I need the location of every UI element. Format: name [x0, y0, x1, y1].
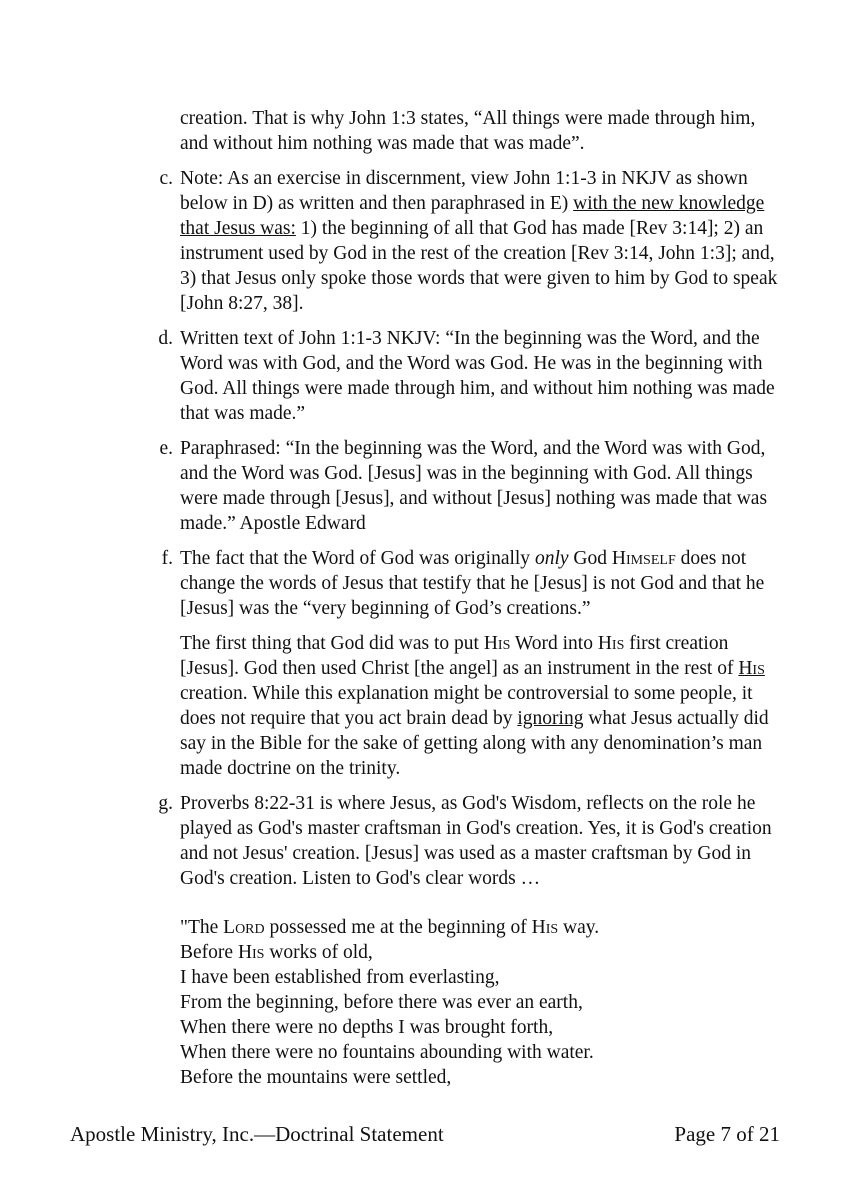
list-item-e — [159, 436, 787, 536]
list-letter-d: d. — [158, 328, 173, 349]
verse-line-2 — [180, 940, 787, 965]
verse-line-2-a: Before — [180, 942, 238, 963]
continuation-text: creation. That is why John 1:3 states, “All things were made through him, and without him nothing was made that was made”. — [180, 108, 756, 154]
item-g-text: Proverbs 8:22-31 is where Jesus, as God's Wisdom, reflects on the role he played as God's master craftsman in God's creation. Yes, it is God's creation and not Jesus' creation. [Jesus] was used as a master craftsman by God in God's creation. Listen to God's clear words … — [180, 793, 772, 889]
verse-line-1-c: way. — [558, 917, 600, 938]
list-item-d — [158, 326, 787, 426]
item-f-himself: Himself — [611, 548, 676, 569]
item-f-text-1: The fact that the Word of God was originally — [180, 548, 535, 569]
item-d-text: Written text of John 1:1-3 NKJV: “In the beginning was the Word, and the Word was with God, and the Word was God. He was in the beginning with God. All things were made through him, and without him nothing was made that was made.” — [180, 328, 775, 424]
item-e-text: Paraphrased: “In the beginning was the Word, and the Word was with God, and the Word was God. [Jesus] was in the beginning with God. All things were made through [Jesus], and without [Jesus] nothing was made that was made.” Apostle Edward — [180, 438, 768, 534]
list-item-g — [158, 791, 787, 891]
f-para-his-2: His — [597, 633, 625, 654]
f-para-text-1: The first thing that God did was to put — [180, 633, 484, 654]
list-letter-e: e. — [159, 438, 173, 459]
page-content — [147, 106, 787, 1090]
list-item-c — [159, 166, 787, 316]
verse-line-4: From the beginning, before there was ever an earth, — [180, 992, 583, 1013]
f-para-underlined: ignoring — [517, 708, 584, 729]
item-c-text-before: Note: As an exercise in discernment, view John 1:1-3 in NKJV as shown below in D) as written and then paraphrased in E) — [180, 168, 748, 214]
list-letter-c: c. — [159, 168, 173, 189]
verse-line-1 — [180, 915, 787, 940]
footer-page-number: Page 7 of 21 — [674, 1122, 780, 1146]
verse-line-7: Before the mountains were settled, — [180, 1067, 452, 1088]
f-para-text-4: creation. While this explanation might be controversial to some people, it does not require that you act brain dead by — [180, 683, 753, 729]
item-c-text-after: 1) the beginning of all that God has made [Rev 3:14]; 2) an instrument used by God in the rest of the creation [Rev 3:14, John 1:3]; and, 3) that Jesus only spoke those words that were given to him by God to speak [John 8:27, 38]. — [180, 218, 778, 314]
f-para-text-3: first creation [Jesus]. God then used Christ [the angel] as an instrument in the rest of — [180, 633, 739, 679]
item-f-text-3: does not change the words of Jesus that testify that he [Jesus] is not God and that he [Jesus] was the “very beginning of God’s creations.” — [180, 548, 765, 619]
f-para-text-2: Word into — [510, 633, 598, 654]
list-letter-f: f. — [161, 548, 173, 569]
verse-his-b: His — [237, 942, 265, 963]
f-para-text-5: what Jesus actually did say in the Bible for the sake of getting along with any denomination’s man made doctrine on the trinity. — [180, 708, 769, 779]
f-para-his-1: His — [483, 633, 511, 654]
verse-line-1-b: possessed me at the beginning of — [264, 917, 532, 938]
item-f-paragraph — [180, 631, 787, 781]
verse-line-2-b: works of old, — [264, 942, 373, 963]
continuation-paragraph — [180, 106, 787, 156]
item-f-italic: only — [534, 548, 569, 569]
verse-line-5: When there were no depths I was brought forth, — [180, 1017, 554, 1038]
item-f-text-2: God — [568, 548, 612, 569]
verse-his-a: His — [531, 917, 559, 938]
verse-line-6: When there were no fountains abounding with water. — [180, 1042, 594, 1063]
verse-line-3: I have been established from everlasting, — [180, 967, 500, 988]
footer-organization: Apostle Ministry, Inc.—Doctrinal Statement — [70, 1122, 444, 1146]
verse-lord: Lord — [223, 917, 265, 938]
scripture-quote — [180, 915, 787, 1090]
list-letter-g: g. — [158, 793, 173, 814]
f-para-his-3: His — [738, 658, 765, 679]
verse-line-1-a: "The — [180, 917, 224, 938]
item-c-underlined: with the new knowledge that Jesus was: — [180, 193, 765, 239]
list-item-f — [161, 546, 787, 621]
